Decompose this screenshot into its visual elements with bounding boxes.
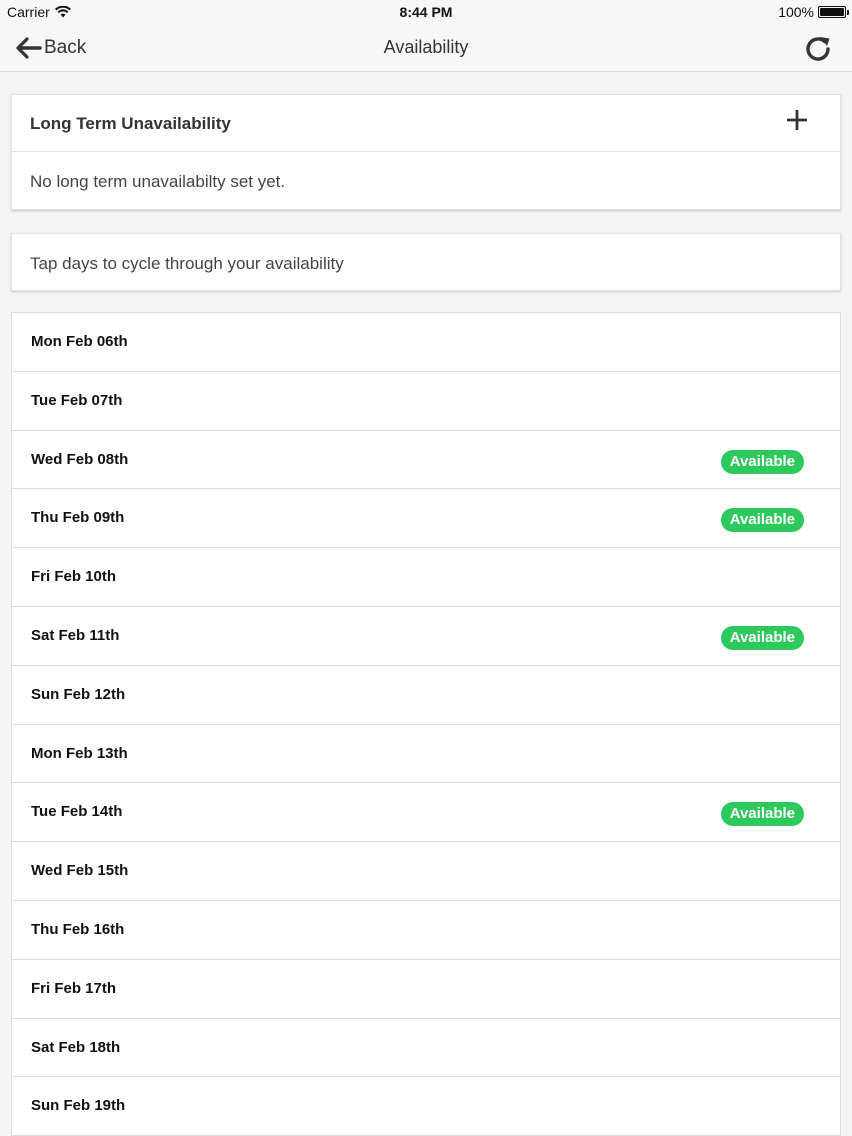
day-row[interactable] (12, 548, 840, 607)
day-row[interactable] (12, 489, 840, 548)
status-badge: Available (721, 802, 804, 826)
day-row[interactable] (12, 960, 840, 1019)
carrier-label: Carrier (7, 4, 50, 20)
status-badge: Available (721, 508, 804, 532)
day-row[interactable] (12, 725, 840, 784)
day-row[interactable] (12, 842, 840, 901)
refresh-icon (802, 33, 834, 65)
day-row[interactable] (12, 666, 840, 725)
refresh-button[interactable] (802, 33, 834, 65)
day-row[interactable] (12, 607, 840, 666)
long-term-unavailability-card (11, 94, 841, 210)
day-row[interactable] (12, 1019, 840, 1078)
day-label: Mon Feb 13th (31, 744, 128, 762)
day-row[interactable] (12, 431, 840, 490)
day-label: Mon Feb 06th (31, 333, 128, 350)
status-badge: Available (721, 450, 804, 474)
clock: 8:44 PM (399, 4, 453, 20)
long-term-header (12, 95, 840, 152)
status-badge: Available (721, 626, 804, 650)
days-list (11, 312, 841, 1136)
day-row[interactable] (12, 313, 840, 372)
battery-icon (818, 6, 846, 18)
day-label: Wed Feb 15th (31, 862, 129, 880)
page-title: Availability (383, 37, 469, 57)
day-label: Fri Feb 10th (31, 568, 117, 586)
navigation-bar (0, 24, 852, 72)
day-label: Sun Feb 12th (31, 685, 126, 703)
day-label: Tue Feb 14th (31, 803, 123, 821)
day-label: Thu Feb 09th (31, 509, 125, 527)
day-label: Thu Feb 16th (31, 920, 125, 938)
back-label: Back (44, 37, 87, 58)
day-row[interactable] (12, 1077, 840, 1136)
plus-icon (784, 107, 810, 133)
battery-percent: 100% (778, 4, 814, 20)
status-bar (0, 0, 852, 24)
day-row[interactable] (12, 783, 840, 842)
day-label: Wed Feb 08th (31, 450, 129, 468)
day-label: Tue Feb 07th (31, 391, 123, 409)
day-label: Fri Feb 17th (31, 979, 117, 997)
day-label: Sun Feb 19th (31, 1097, 126, 1115)
availability-info-card: Tap days to cycle through your availability (11, 233, 841, 291)
battery-indicator (778, 4, 846, 20)
add-unavailability-button[interactable] (784, 107, 810, 133)
day-label: Sat Feb 18th (31, 1038, 121, 1056)
day-row[interactable] (12, 372, 840, 431)
long-term-title: Long Term Unavailability (30, 114, 231, 133)
day-row[interactable] (12, 901, 840, 960)
long-term-empty-text: No long term unavailabilty set yet. (30, 172, 286, 191)
day-label: Sat Feb 11th (31, 626, 120, 644)
